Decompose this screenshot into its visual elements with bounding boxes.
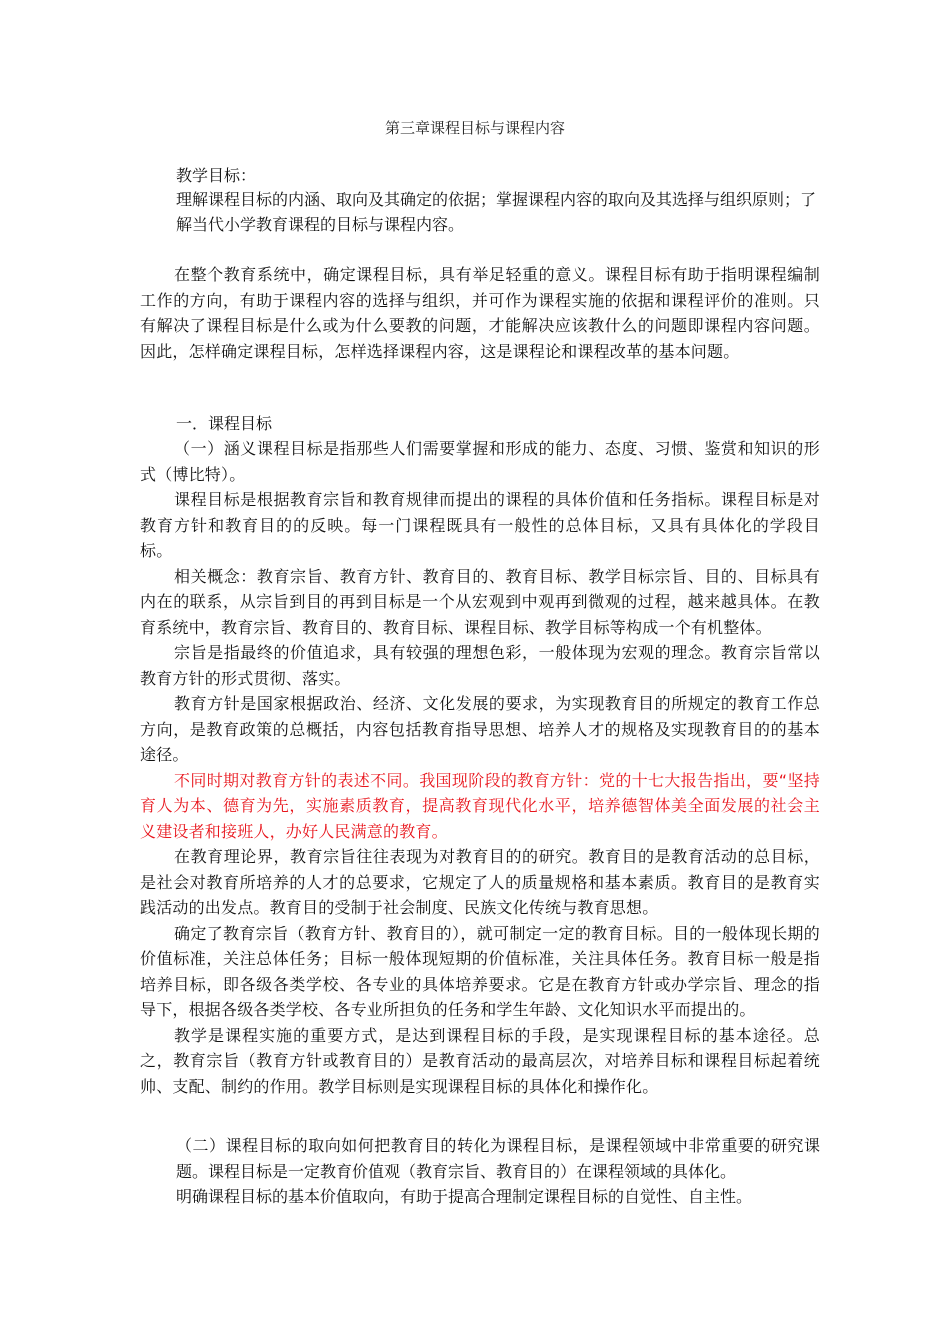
paragraph-definition: （一）涵义课程目标是指那些人们需要掌握和形成的能力、态度、习惯、鉴赏和知识的形式（博比特）。 [140, 439, 820, 484]
red-highlight-paragraph: 不同时期对教育方针的表述不同。我国现阶段的教育方针：党的十七大报告指出，要“坚持育人为本、德育为先，实施素质教育，提高教育现代化水平，培养德智体美全面发展的社会主义建设者和接班人，办好人民满意的教育。 [140, 770, 820, 841]
last-line: 明确课程目标的基本价值取向，有助于提高合理制定课程目标的自觉性、自主性。 [176, 1187, 753, 1206]
paragraph-teaching: 教学是课程实施的重要方式，是达到课程目标的手段，是实现课程目标的基本途径。总之，教育宗旨（教育方针或教育目的）是教育活动的最高层次，对培养目标和课程目标起着统帅、支配、制约的作用。教学目标则是实现课程目标的具体化和操作化。 [140, 1025, 820, 1096]
paragraph-policy: 教育方针是国家根据政治、经济、文化发展的要求，为实现教育目的所规定的教育工作总方向，是教育政策的总概括，内容包括教育指导思想、培养人才的规格及实现教育目的的基本途径。 [140, 694, 820, 764]
intro-block [140, 262, 820, 364]
intro-paragraph: 在整个教育系统中，确定课程目标，具有举足轻重的意义。课程目标有助于指明课程编制工作的方向，有助于课程内容的选择与组织，并可作为课程实施的依据和课程评价的准则。只有解决了课程目标是什么或为什么要教的问题，才能解决应该教什么的问题即课程内容问题。因此，怎样确定课程目标，怎样选择课程内容，这是课程论和课程改革的基本问题。 [140, 265, 820, 361]
chapter-title: 第三章课程目标与课程内容 [384, 119, 565, 137]
paragraph-theory: 在教育理论界，教育宗旨往往表现为对教育目的的研究。教育目的是教育活动的总目标，是社会对教育所培养的人才的总要求，它规定了人的质量规格和基本素质。教育目的是教育实践活动的出发点。教育目的受制于社会制度、民族文化传统与教育思想。 [140, 847, 820, 917]
paragraph-related-concepts: 相关概念：教育宗旨、教育方针、教育目的、教育目标、教学目标宗旨、目的、目标具有内在的联系，从宗旨到目的再到目标是一个从宏观到中观再到微观的过程，越来越具体。在教育系统中，教育宗旨、教育目的、教育目标、课程目标、教学目标等构成一个有机整体。 [140, 566, 820, 637]
teaching-goal-label: 教学目标： [176, 166, 257, 185]
section-two-paragraph: （二）课程目标的取向如何把教育目的转化为课程目标，是课程领域中非常重要的研究课题。课程目标是一定教育价值观（教育宗旨、教育目的）在课程领域的具体化。 [176, 1136, 820, 1181]
body-block [140, 436, 820, 1099]
section-two-block [176, 1133, 820, 1210]
paragraph-education-goal: 确定了教育宗旨（教育方针、教育目的），就可制定一定的教育目标。目的一般体现长期的价值标准，关注总体任务；目标一般体现短期的价值标准，关注具体任务。教育目标一般是指培养目标，即各级各类学校、各专业的具体培养要求。它是在教育方针或办学宗旨、理念的指导下，根据各级各类学校、各专业所担负的任务和学生年龄、文化知识水平而提出的。 [140, 923, 820, 1019]
paragraph-purpose: 宗旨是指最终的价值追求，具有较强的理想色彩，一般体现为宏观的理念。教育宗旨常以教育方针的形式贯彻、落实。 [140, 643, 820, 688]
section-heading: 一．课程目标 [176, 414, 273, 433]
paragraph-course-goal: 课程目标是根据教育宗旨和教育规律而提出的课程的具体价值和任务指标。课程目标是对教育方针和教育目的的反映。每一门课程既具有一般性的总体目标，又具有具体化的学段目标。 [140, 490, 820, 560]
teaching-goal-text: 理解课程目标的内涵、取向及其确定的依据；掌握课程内容的取向及其选择与组织原则；了解当代小学教育课程的目标与课程内容。 [176, 190, 817, 234]
